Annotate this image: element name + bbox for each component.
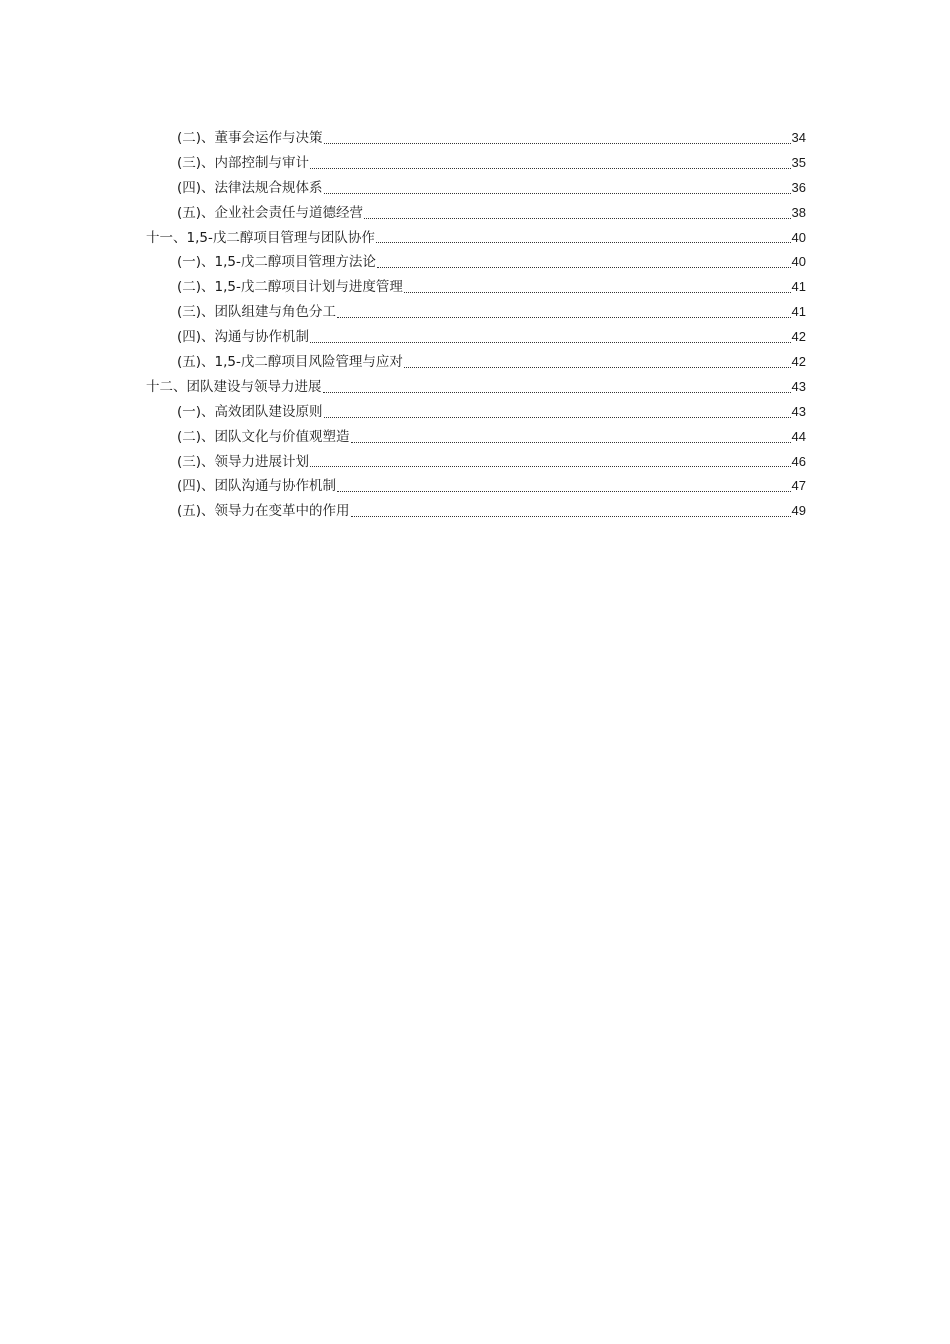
dot-leader [351, 442, 791, 443]
toc-entry-page: 43 [791, 403, 806, 419]
toc-entry-page: 35 [791, 154, 806, 170]
table-of-contents [146, 126, 806, 524]
toc-entry[interactable] [146, 201, 806, 226]
toc-entry-title: (五)、领导力在变革中的作用 [177, 503, 350, 520]
dot-leader [351, 516, 791, 517]
toc-entry-page: 40 [791, 229, 806, 245]
toc-entry-page: 40 [791, 254, 806, 270]
toc-entry-title: (一)、1,5-戊二醇项目管理方法论 [177, 254, 376, 271]
dot-leader [310, 168, 790, 169]
toc-entry-page: 43 [791, 378, 806, 394]
toc-entry-title: (三)、内部控制与审计 [177, 154, 310, 171]
dot-leader [376, 242, 791, 243]
toc-entry-title: (二)、团队文化与价值观塑造 [177, 428, 350, 445]
toc-entry[interactable] [146, 151, 806, 176]
dot-leader [324, 143, 791, 144]
toc-chapter-entry[interactable] [146, 226, 806, 251]
toc-entry-title: (二)、董事会运作与决策 [177, 129, 323, 146]
toc-entry-page: 44 [791, 428, 806, 444]
toc-entry-page: 42 [791, 329, 806, 345]
toc-entry-page: 38 [791, 204, 806, 220]
toc-entry-title: (五)、企业社会责任与道德经营 [177, 204, 364, 221]
toc-entry-page: 47 [791, 478, 806, 494]
dot-leader [324, 193, 791, 194]
dot-leader [337, 317, 790, 318]
toc-entry[interactable] [146, 126, 806, 151]
toc-entry[interactable] [146, 325, 806, 350]
toc-entry[interactable] [146, 350, 806, 375]
dot-leader [310, 466, 790, 467]
toc-entry[interactable] [146, 474, 806, 499]
toc-entry-title: (一)、高效团队建设原则 [177, 403, 323, 420]
toc-entry-page: 36 [791, 179, 806, 195]
toc-entry-title: (三)、团队组建与角色分工 [177, 304, 337, 321]
toc-entry[interactable] [146, 499, 806, 524]
toc-entry[interactable] [146, 176, 806, 201]
toc-entry-title: (四)、沟通与协作机制 [177, 329, 310, 346]
toc-entry-page: 41 [791, 304, 806, 320]
toc-entry-title: (二)、1,5-戊二醇项目计划与进度管理 [177, 279, 403, 296]
toc-chapter-entry[interactable] [146, 375, 806, 400]
dot-leader [310, 342, 790, 343]
toc-entry-page: 49 [791, 503, 806, 519]
toc-entry[interactable] [146, 300, 806, 325]
toc-entry[interactable] [146, 425, 806, 450]
dot-leader [404, 292, 791, 293]
dot-leader [364, 218, 790, 219]
toc-entry-title: (五)、1,5-戊二醇项目风险管理与应对 [177, 354, 403, 370]
dot-leader [377, 267, 791, 268]
toc-entry-title: (四)、法律法规合规体系 [177, 179, 323, 196]
toc-entry-title: (四)、团队沟通与协作机制 [177, 478, 337, 495]
toc-entry-page: 46 [791, 453, 806, 469]
dot-leader [323, 392, 791, 393]
toc-entry-title: 十二、团队建设与领导力进展 [146, 378, 322, 395]
toc-entry-page: 41 [791, 279, 806, 295]
dot-leader [324, 417, 791, 418]
dot-leader [404, 367, 791, 368]
toc-entry[interactable] [146, 275, 806, 300]
toc-entry-page: 34 [791, 129, 806, 145]
toc-entry[interactable] [146, 450, 806, 475]
dot-leader [337, 491, 790, 492]
toc-entry[interactable] [146, 250, 806, 275]
toc-entry[interactable] [146, 400, 806, 425]
toc-entry-page: 42 [791, 354, 806, 369]
toc-entry-title: 十一、1,5-戊二醇项目管理与团队协作 [146, 229, 375, 246]
toc-entry-title: (三)、领导力进展计划 [177, 453, 310, 470]
